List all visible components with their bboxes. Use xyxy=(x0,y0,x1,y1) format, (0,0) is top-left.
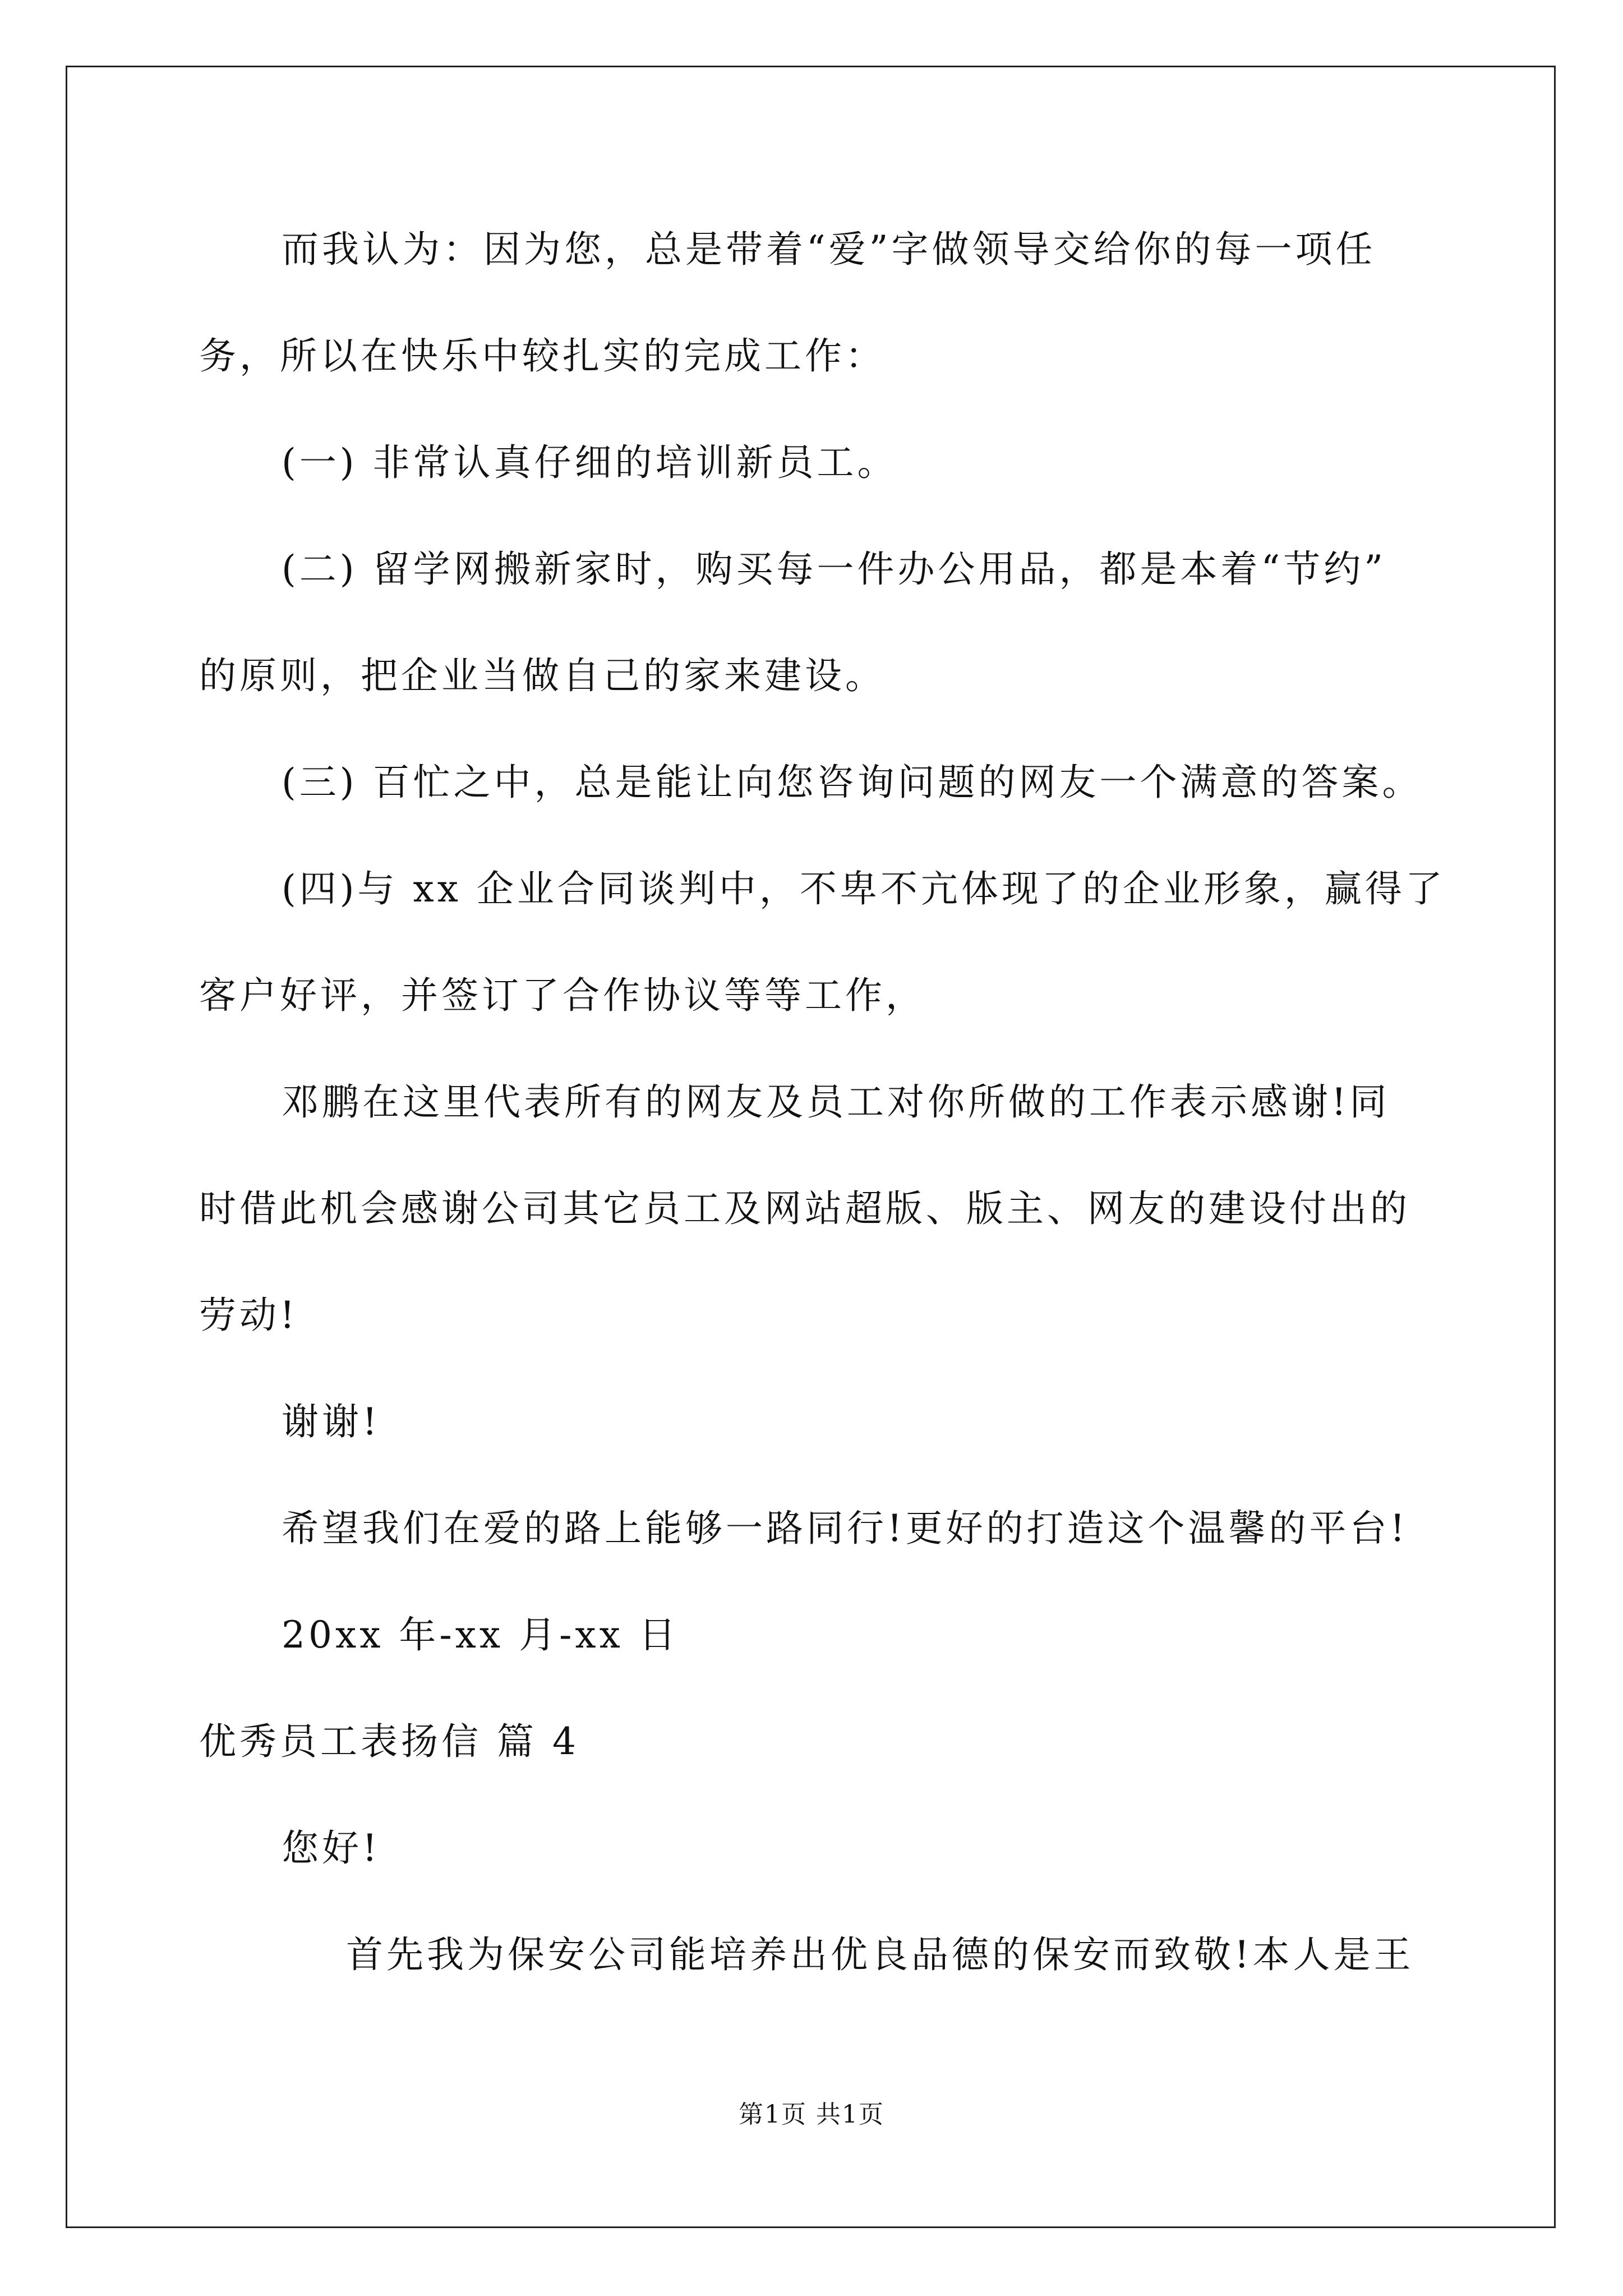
paragraph-line: 的原则，把企业当做自己的家来建设。 xyxy=(199,654,886,697)
paragraph-line: 时借此机会感谢公司其它员工及网站超版、版主、网友的建设付出的 xyxy=(199,1187,1410,1230)
list-item-2: (二) 留学网搬新家时，购买每一件办公用品，都是本着“节约” xyxy=(282,547,1386,591)
paragraph-line: 而我认为：因为您，总是带着“爱”字做领导交给你的每一项任 xyxy=(282,228,1376,271)
list-item-3: (三) 百忙之中，总是能让向您咨询问题的网友一个满意的答案。 xyxy=(282,761,1423,804)
paragraph-line: 邓鹏在这里代表所有的网友及员工对你所做的工作表示感谢!同 xyxy=(282,1080,1390,1124)
greeting-line: 您好! xyxy=(282,1826,381,1870)
list-item-1: (一) 非常认真仔细的培训新员工。 xyxy=(282,441,898,484)
list-item-4: (四)与 xx 企业合同谈判中，不卑不亢体现了的企业形象，赢得了 xyxy=(282,867,1446,910)
closing-line: 希望我们在爱的路上能够一路同行!更好的打造这个温馨的平台! xyxy=(282,1507,1409,1550)
date-line: 20xx 年-xx 月-xx 日 xyxy=(282,1613,679,1657)
section-heading: 优秀员工表扬信 篇 4 xyxy=(199,1720,579,1763)
page-footer: 第1页 共1页 xyxy=(739,2100,884,2129)
paragraph-line: 劳动! xyxy=(199,1294,298,1337)
letter-body xyxy=(199,219,1446,2031)
paragraph-line: 客户好评，并签订了合作协议等等工作， xyxy=(199,974,926,1017)
paragraph-line: 首先我为保安公司能培养出优良品德的保安而致敬!本人是王 xyxy=(346,1933,1414,1976)
paragraph-line: 务，所以在快乐中较扎实的完成工作： xyxy=(199,334,886,378)
thanks-line: 谢谢! xyxy=(282,1400,381,1443)
